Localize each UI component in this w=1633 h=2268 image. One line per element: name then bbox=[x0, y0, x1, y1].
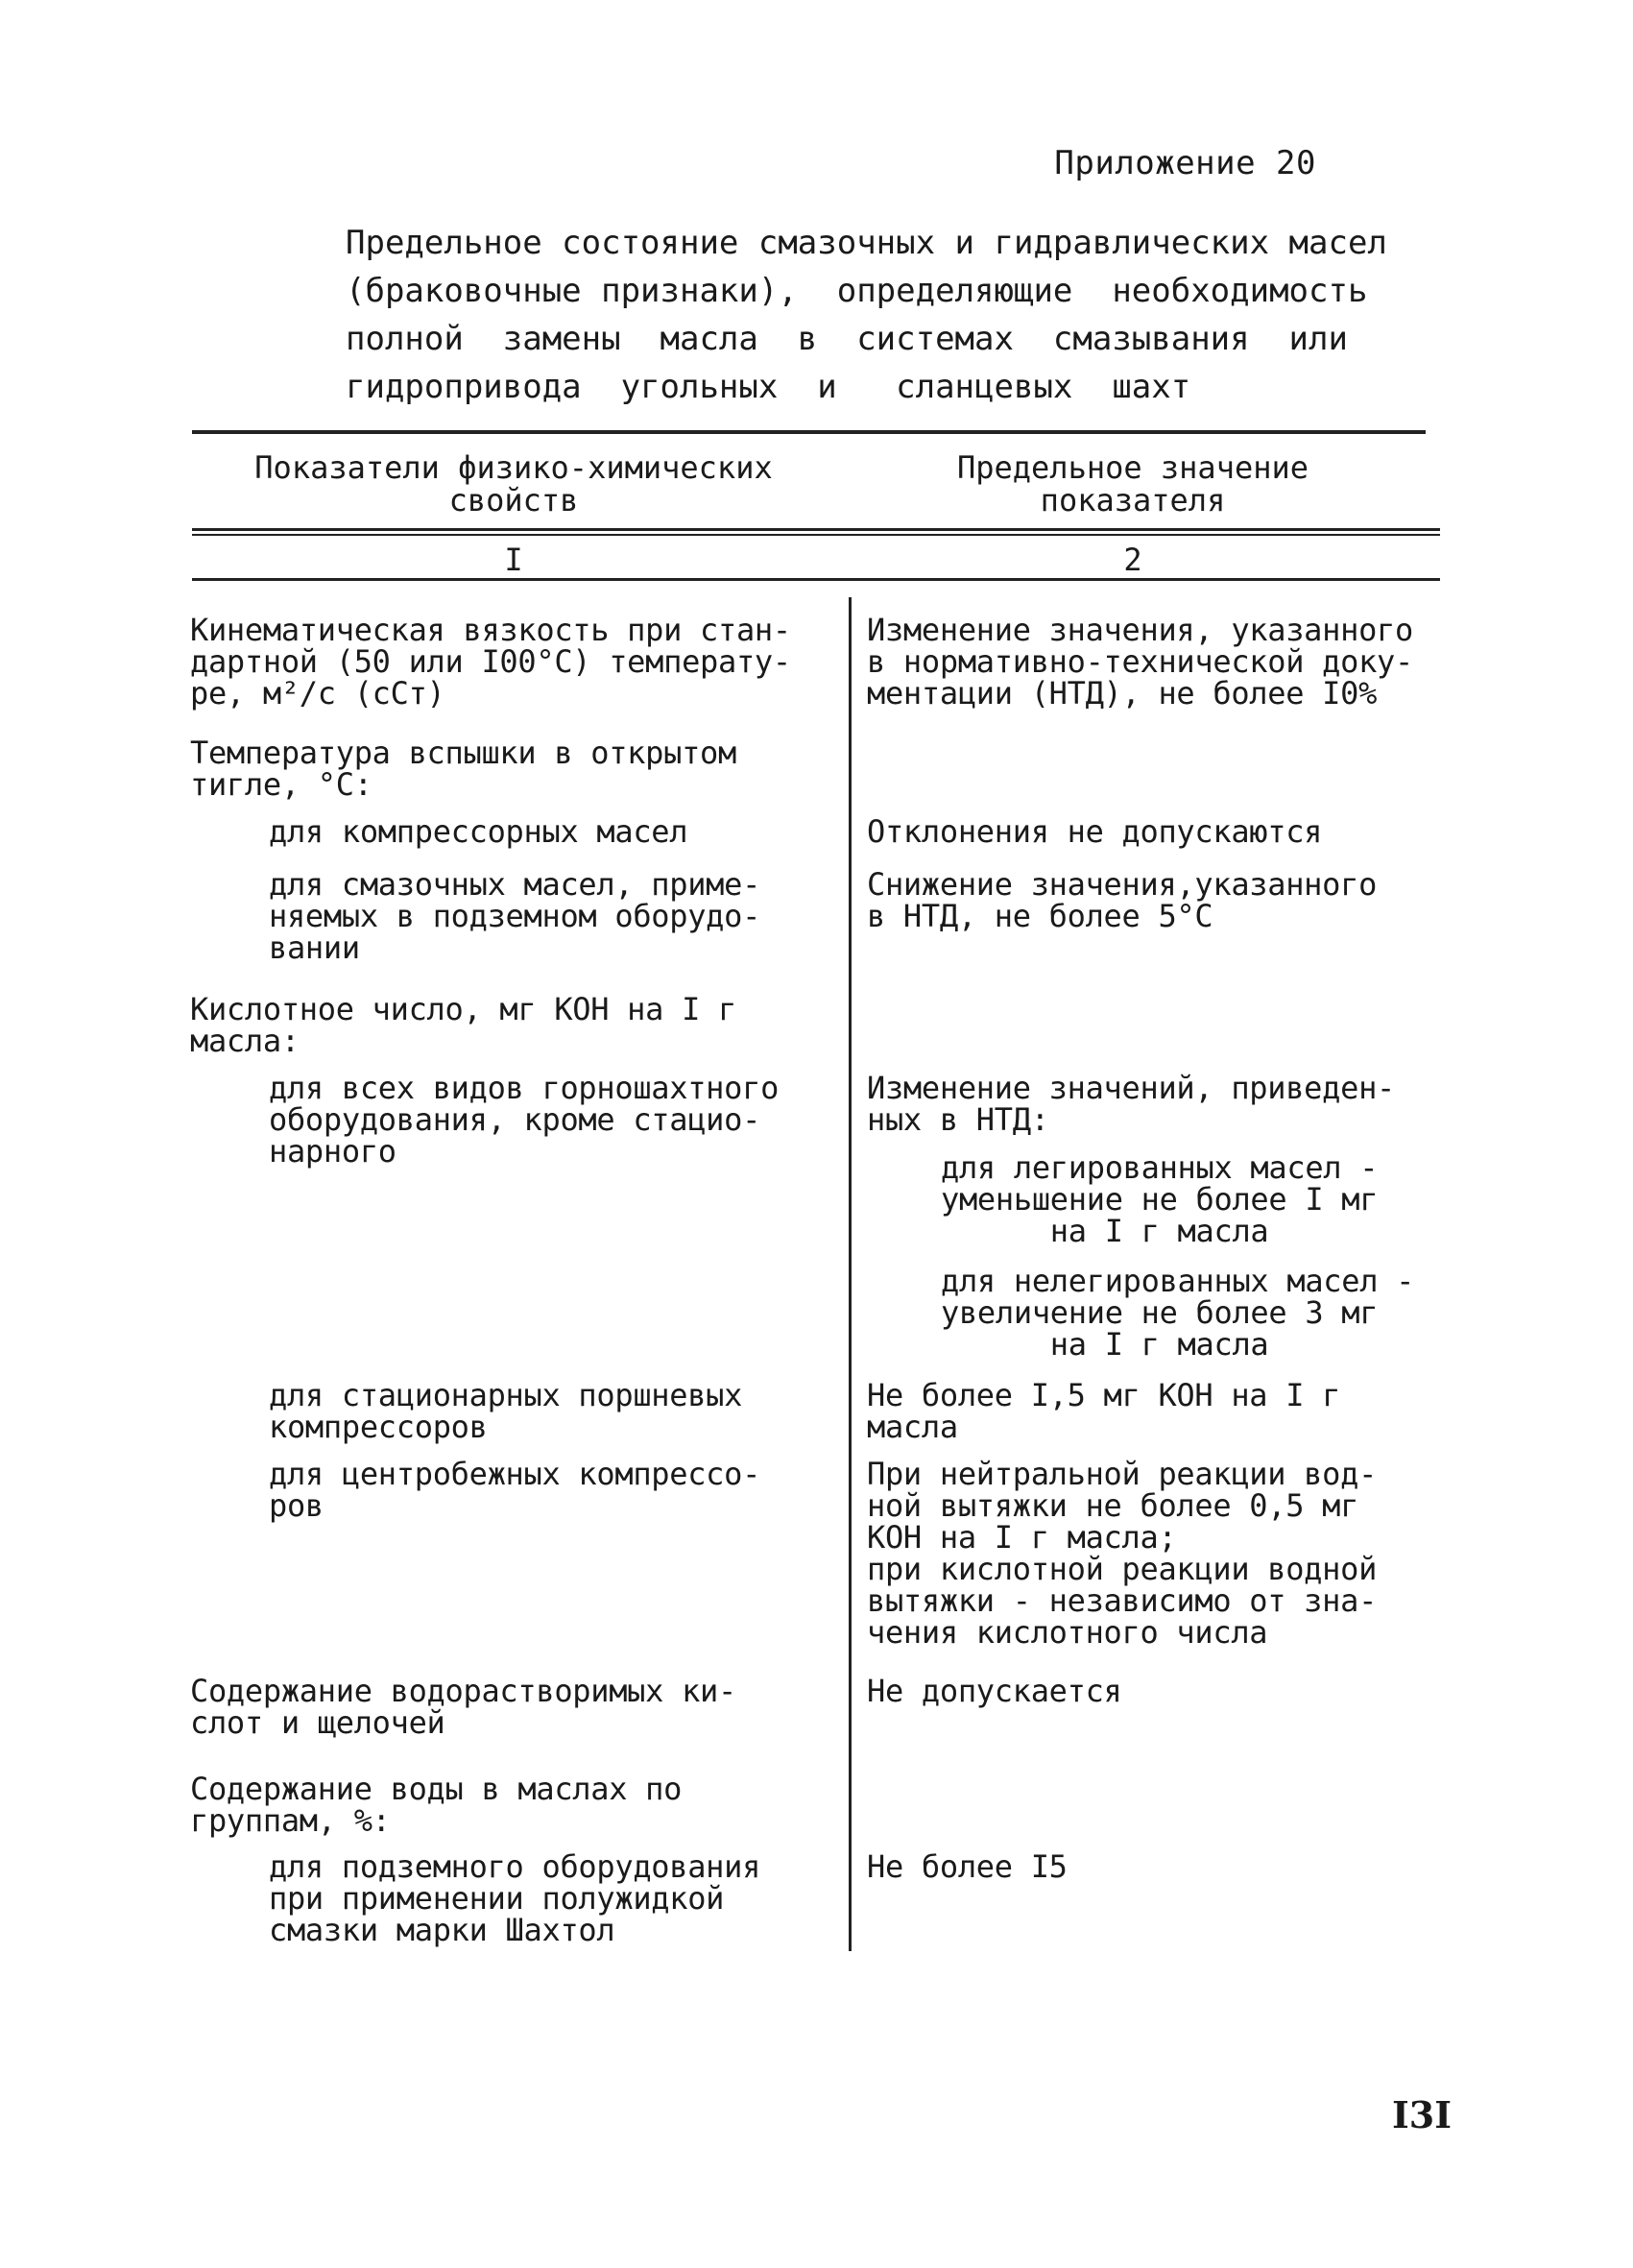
table-cell-left: Температура вспышки в открытом тигле, °C: bbox=[190, 735, 736, 803]
title-line: (браковочные признаки), определяющие необходимость bbox=[346, 272, 1368, 310]
table-cell-left: для компрессорных масел bbox=[269, 813, 688, 850]
table-cell-left: для подземного оборудования при применении полужидкой смазки марки Шахтол bbox=[269, 1848, 761, 1948]
title-line: гидропривода угольных и сланцевых шахт bbox=[346, 368, 1191, 406]
table-cell-left: для стационарных поршневых компрессоров bbox=[269, 1377, 743, 1445]
table-cell-left: Кинематическая вязкость при стан- дартной (50 или I00°C) температу- ре, м²/с (сСт) bbox=[190, 612, 791, 712]
title-line: Предельное состояние смазочных и гидравлических масел bbox=[346, 224, 1387, 262]
header-rule-double bbox=[192, 534, 1440, 536]
table-cell-right: для легированных масел - уменьшение не более I мг на I г масла bbox=[941, 1149, 1379, 1249]
table-cell-right: Не допускается bbox=[867, 1673, 1122, 1709]
column-number-rule bbox=[192, 578, 1440, 581]
appendix-label: Приложение 20 bbox=[1054, 144, 1316, 182]
header-rule bbox=[192, 528, 1440, 531]
table-cell-left: для смазочных масел, приме- няемых в подземном оборудо- вании bbox=[269, 866, 761, 966]
table-cell-right: Снижение значения,указанного в НТД, не более 5°C bbox=[867, 866, 1378, 934]
table-cell-right: Не более I,5 мг КОН на I г масла bbox=[867, 1377, 1341, 1445]
document-title bbox=[346, 219, 1387, 411]
column-number-right: 2 bbox=[1123, 542, 1142, 578]
column-divider bbox=[849, 597, 852, 1951]
header-left: Показатели физико-химических свойств bbox=[254, 449, 773, 519]
table-cell-right: При нейтральной реакции вод- ной вытяжки не более 0,5 мг КОН на I г масла; при кислотной реакции водной вытяжки - независимо от зна- чения кислотного числа bbox=[867, 1456, 1378, 1651]
page-number: I3I bbox=[1392, 2093, 1452, 2136]
table-cell-right: Изменение значения, указанного в нормативно-технической доку- ментации (НТД), не более I0% bbox=[867, 612, 1413, 712]
table-cell-left: для центробежных компрессо- ров bbox=[269, 1456, 761, 1524]
table-cell-right: для нелегированных масел - увеличение не более 3 мг на I г масла bbox=[941, 1263, 1415, 1363]
table-cell-left: Содержание водорастворимых ки- слот и щелочей bbox=[190, 1673, 736, 1741]
title-line: полной замены масла в системах смазывания или bbox=[346, 320, 1348, 358]
table-top-rule bbox=[192, 430, 1426, 434]
table-cell-left: Кислотное число, мг КОН на I г масла: bbox=[190, 991, 736, 1059]
column-number-left: I bbox=[504, 542, 523, 578]
table-cell-right: Не более I5 bbox=[867, 1848, 1068, 1885]
table-cell-left: для всех видов горношахтного оборудования, кроме стацио- нарного bbox=[269, 1070, 780, 1170]
table-cell-left: Содержание воды в маслах по группам, %: bbox=[190, 1771, 683, 1839]
header-right: Предельное значение показателя bbox=[956, 449, 1309, 519]
table-cell-right: Отклонения не допускаются bbox=[867, 813, 1323, 850]
table-cell-right: Изменение значений, приведен- ных в НТД: bbox=[867, 1070, 1396, 1138]
